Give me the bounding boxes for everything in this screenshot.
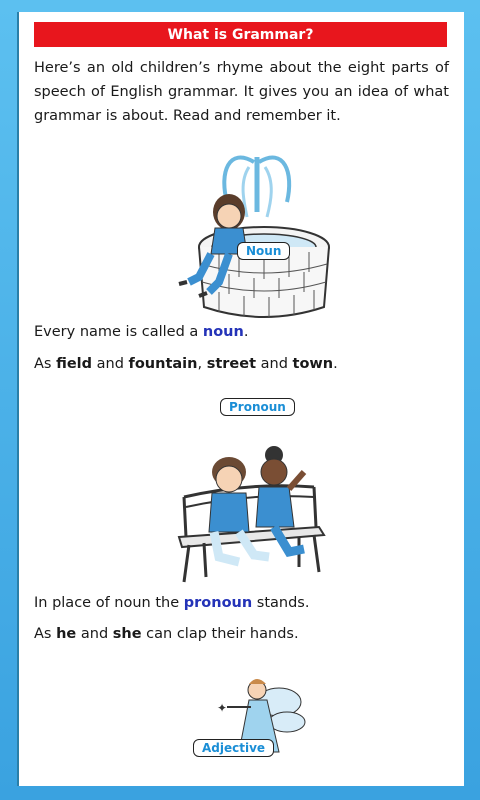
pronoun-tag: Pronoun (220, 398, 295, 416)
verse2-line1-text: In place of noun the (34, 595, 184, 611)
page-title: What is Grammar? (34, 22, 447, 47)
word-town: town (292, 356, 334, 372)
verse1-line2-start: As (34, 356, 57, 372)
adjective-tag: Adjective (193, 739, 274, 757)
word-she: she (112, 626, 142, 642)
word-he: he (56, 626, 77, 642)
verse1-line1-text: Every name is called a (34, 324, 203, 340)
verse2-line2 (34, 626, 299, 642)
verse1-and1: and (92, 356, 129, 372)
verse2-and: and (76, 626, 113, 642)
verse1-comma: , (197, 356, 207, 372)
verse2-line2-end: can clap their hands. (141, 626, 299, 642)
word-street: street (206, 356, 257, 372)
pronoun-keyword: pronoun (183, 595, 253, 611)
noun-tag: Noun (237, 242, 290, 260)
document-page (17, 12, 464, 786)
verse1-line1 (34, 324, 248, 340)
verse2-line1 (34, 595, 309, 611)
verse1-and2: and (256, 356, 293, 372)
verse2-line1-end: stands. (252, 595, 310, 611)
fountain-girl-illustration (159, 142, 339, 327)
svg-text:✦: ✦ (217, 701, 228, 715)
verse1-line2 (34, 356, 338, 372)
verse2-line2-start: As (34, 626, 57, 642)
verse1-end: . (333, 356, 338, 372)
bench-children-illustration (164, 427, 339, 587)
noun-keyword: noun (202, 324, 244, 340)
verse1-line1-end: . (243, 324, 249, 340)
word-field: field (56, 356, 93, 372)
word-fountain: fountain (128, 356, 198, 372)
intro-paragraph: Here’s an old children’s rhyme about the eight parts of speech of English grammar. It gives you an idea of what grammar is about. Read and remember it. (34, 60, 449, 124)
